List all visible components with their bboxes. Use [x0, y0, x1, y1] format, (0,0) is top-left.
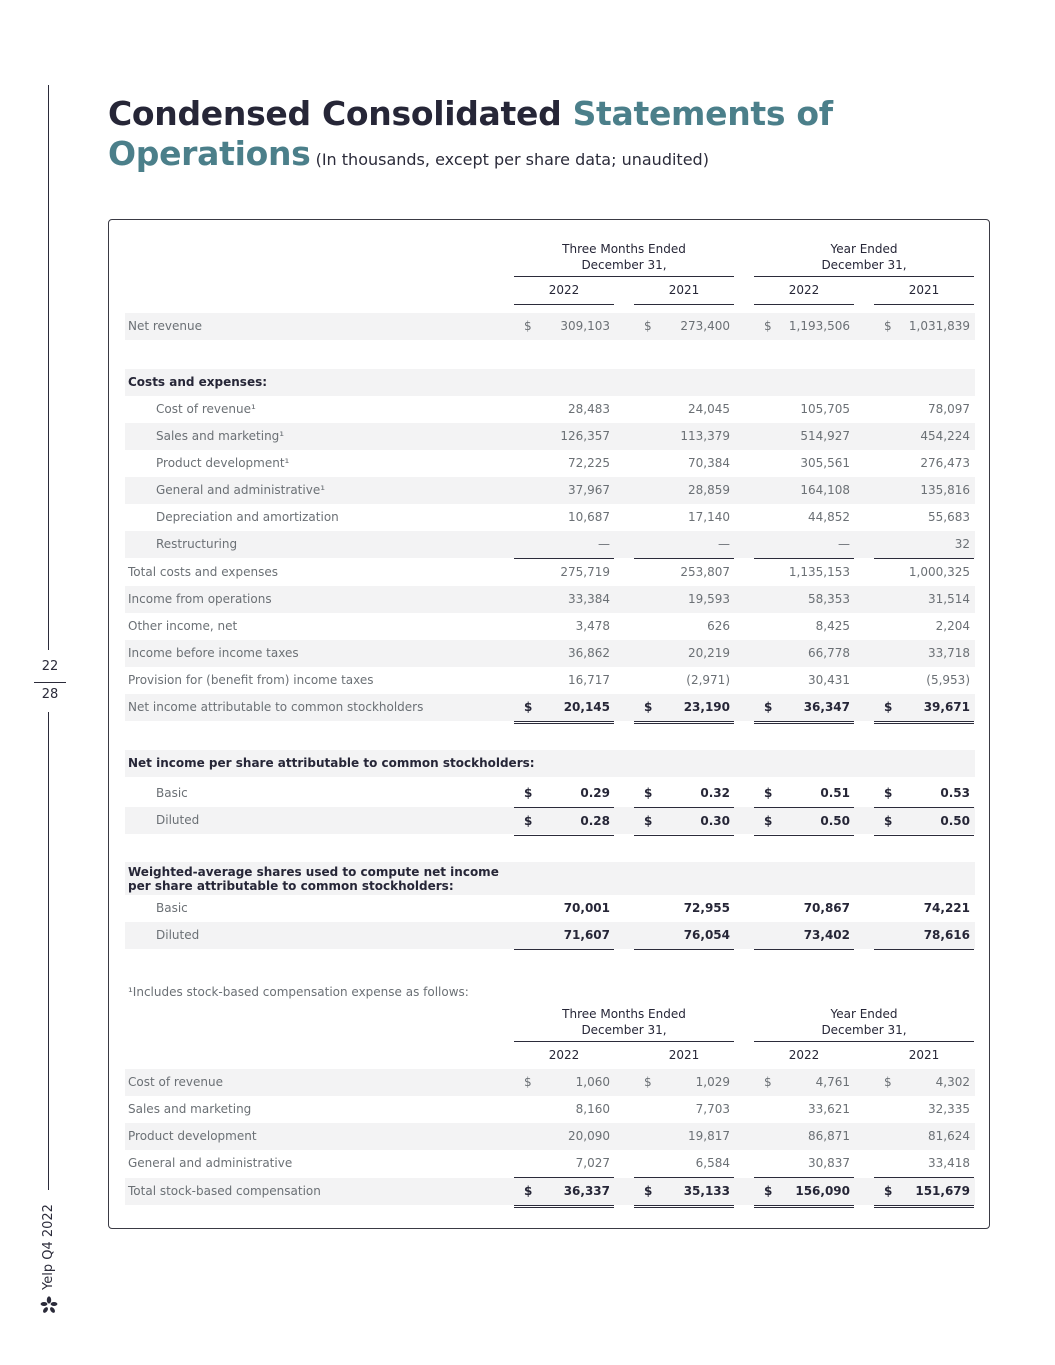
value-cell	[874, 1178, 974, 1208]
value-cell	[634, 1096, 734, 1123]
cell-value: 0.50	[820, 814, 850, 828]
value-cell	[634, 807, 734, 836]
cell-value: 32,335	[928, 1102, 970, 1116]
cell-value: 10,687	[568, 510, 610, 524]
cell-value: 33,718	[928, 646, 970, 660]
statement-row	[125, 396, 975, 423]
main-year-rule	[874, 304, 974, 305]
value-cell	[874, 1096, 974, 1123]
cell-value: 76,054	[683, 928, 730, 942]
main-header-year-ended	[754, 241, 974, 273]
cell-value: 86,871	[808, 1129, 850, 1143]
value-cell	[754, 667, 854, 695]
title-part3: Operations	[108, 134, 311, 173]
cell-value: 39,671	[923, 700, 970, 714]
value-cell	[874, 807, 974, 836]
cell-value: 151,679	[915, 1184, 970, 1198]
cell-value: —	[838, 537, 850, 551]
cell-value: 1,135,153	[788, 565, 850, 579]
main-year-rule	[754, 304, 854, 305]
statement-row	[125, 613, 975, 640]
row-label: Sales and marketing	[128, 1102, 252, 1116]
row-label	[128, 865, 499, 893]
cell-value: 156,090	[795, 1184, 850, 1198]
dollar-sign: $	[884, 1075, 892, 1089]
value-cell	[754, 477, 854, 504]
value-cell	[514, 895, 614, 923]
footnote: ¹Includes stock-based compensation expense as follows:	[128, 985, 469, 999]
cell-value: 1,029	[695, 1075, 730, 1089]
cell-value: 0.51	[820, 786, 850, 800]
cell-value: 72,225	[568, 456, 610, 470]
row-label: Total costs and expenses	[128, 565, 278, 579]
cell-value: 36,347	[803, 700, 850, 714]
value-cell	[874, 450, 974, 477]
header-line1: Three Months Ended	[562, 242, 686, 256]
dollar-sign: $	[644, 814, 653, 828]
main-year-label: 2021	[668, 283, 700, 297]
cell-value: 70,001	[563, 901, 610, 915]
value-cell	[754, 780, 854, 807]
statement-row	[125, 895, 975, 922]
cell-value: 126,357	[560, 429, 610, 443]
rail-line-top	[48, 85, 49, 650]
header-line2: December 31,	[581, 1023, 667, 1037]
row-label: Cost of revenue	[128, 1075, 224, 1089]
value-cell	[874, 504, 974, 531]
value-cell	[874, 477, 974, 504]
value-cell	[754, 1069, 854, 1096]
row-label: Provision for (benefit from) income taxes	[128, 673, 374, 687]
sbc-year-label: 2021	[668, 1048, 700, 1062]
cell-value: 135,816	[920, 483, 970, 497]
main-year-label: 2022	[788, 283, 820, 297]
row-label: General and administrative¹	[156, 483, 326, 497]
statement-row	[125, 369, 975, 396]
statement-row	[125, 750, 975, 777]
sbc-year-label: 2022	[788, 1048, 820, 1062]
sbc-header-three-months	[514, 1006, 734, 1038]
row-label: Restructuring	[156, 537, 238, 551]
main-header-rule	[754, 276, 974, 277]
sbc-row	[125, 1178, 975, 1205]
cell-value: 73,402	[803, 928, 850, 942]
sbc-header-rule	[514, 1041, 734, 1042]
row-label: Income before income taxes	[128, 646, 299, 660]
value-cell	[514, 396, 614, 423]
value-cell	[514, 504, 614, 531]
value-cell	[754, 895, 854, 923]
total-pages: 28	[41, 687, 59, 702]
value-cell	[634, 559, 734, 587]
statement-row	[125, 694, 975, 721]
cell-value: 70,867	[803, 901, 850, 915]
cell-value: 44,852	[808, 510, 850, 524]
value-cell	[634, 922, 734, 950]
dollar-sign: $	[884, 319, 892, 333]
value-cell	[634, 423, 734, 450]
row-label: Diluted	[156, 928, 200, 942]
cell-value: 253,807	[680, 565, 730, 579]
page-title	[108, 94, 868, 180]
value-cell	[754, 1123, 854, 1150]
sbc-row	[125, 1123, 975, 1150]
header-line2: December 31,	[581, 258, 667, 272]
footer-label: Yelp Q4 2022	[41, 1204, 56, 1290]
cell-value: 81,624	[928, 1129, 970, 1143]
cell-value: 37,967	[568, 483, 610, 497]
row-label: Sales and marketing¹	[156, 429, 285, 443]
cell-value: 105,705	[800, 402, 850, 416]
cell-value: 28,483	[568, 402, 610, 416]
statement-row	[125, 477, 975, 504]
value-cell	[754, 396, 854, 423]
cell-value: 72,955	[683, 901, 730, 915]
cell-value: 36,862	[568, 646, 610, 660]
sbc-year-label: 2021	[908, 1048, 940, 1062]
cell-value: 55,683	[928, 510, 970, 524]
sbc-header-year-ended	[754, 1006, 974, 1038]
page-divider	[34, 682, 66, 683]
cell-value: 0.29	[580, 786, 610, 800]
cell-value: 36,337	[563, 1184, 610, 1198]
cell-value: 28,859	[688, 483, 730, 497]
cell-value: 113,379	[680, 429, 730, 443]
sbc-year-label: 2022	[548, 1048, 580, 1062]
cell-value: 31,514	[928, 592, 970, 606]
cell-value: 19,593	[688, 592, 730, 606]
title-subtitle: (In thousands, except per share data; unaudited)	[310, 150, 709, 169]
sbc-row	[125, 1096, 975, 1123]
cell-value: 1,060	[575, 1075, 610, 1089]
value-cell	[514, 531, 614, 559]
value-cell	[754, 586, 854, 613]
cell-value: 71,607	[563, 928, 610, 942]
cell-value: 30,431	[808, 673, 850, 687]
cell-value: (5,953)	[926, 673, 970, 687]
dollar-sign: $	[764, 700, 773, 714]
row-label: Total stock-based compensation	[128, 1184, 321, 1198]
value-cell	[754, 504, 854, 531]
value-cell	[874, 1150, 974, 1178]
row-label: General and administrative	[128, 1156, 293, 1170]
value-cell	[634, 613, 734, 641]
value-cell	[634, 504, 734, 531]
value-cell	[514, 477, 614, 504]
cell-value: 20,145	[563, 700, 610, 714]
statement-row	[125, 807, 975, 834]
row-label-line1: Weighted-average shares used to compute net income	[128, 865, 499, 879]
value-cell	[514, 694, 614, 724]
value-cell	[514, 423, 614, 450]
cell-value: 2,204	[935, 619, 970, 633]
cell-value: 66,778	[808, 646, 850, 660]
main-year-rule	[514, 304, 614, 305]
cell-value: 0.50	[940, 814, 970, 828]
value-cell	[514, 1069, 614, 1096]
cell-value: 30,837	[808, 1156, 850, 1170]
cell-value: 17,140	[688, 510, 730, 524]
cell-value: 514,927	[800, 429, 850, 443]
value-cell	[514, 450, 614, 477]
value-cell	[754, 694, 854, 724]
dollar-sign: $	[884, 786, 893, 800]
value-cell	[514, 922, 614, 950]
row-label: Depreciation and amortization	[156, 510, 339, 524]
value-cell	[754, 640, 854, 667]
header-line1: Year Ended	[830, 1007, 898, 1021]
cell-value: 164,108	[800, 483, 850, 497]
cell-value: 58,353	[808, 592, 850, 606]
value-cell	[874, 780, 974, 807]
dollar-sign: $	[884, 1184, 893, 1198]
value-cell	[634, 313, 734, 340]
row-label-line2: per share attributable to common stockholders:	[128, 879, 454, 893]
cell-value: 78,616	[923, 928, 970, 942]
cell-value: 74,221	[923, 901, 970, 915]
row-label: Net income per share attributable to common stockholders:	[128, 756, 535, 770]
cell-value: 8,425	[815, 619, 850, 633]
cell-value: 3,478	[575, 619, 610, 633]
cell-value: 0.53	[940, 786, 970, 800]
cell-value: 0.28	[580, 814, 610, 828]
dollar-sign: $	[764, 319, 772, 333]
cell-value: 78,097	[928, 402, 970, 416]
cell-value: 273,400	[680, 319, 730, 333]
header-line1: Year Ended	[830, 242, 898, 256]
row-label: Income from operations	[128, 592, 272, 606]
value-cell	[874, 613, 974, 641]
value-cell	[634, 450, 734, 477]
value-cell	[514, 559, 614, 587]
cell-value: 32	[954, 537, 970, 551]
dollar-sign: $	[644, 319, 652, 333]
dollar-sign: $	[644, 786, 653, 800]
cell-value: 7,703	[695, 1102, 730, 1116]
statement-row	[125, 423, 975, 450]
cell-value: 35,133	[683, 1184, 730, 1198]
header-line2: December 31,	[821, 258, 907, 272]
row-label: Net revenue	[128, 319, 203, 333]
row-label: Cost of revenue¹	[156, 402, 256, 416]
cell-value: 0.30	[700, 814, 730, 828]
cell-value: 19,817	[688, 1129, 730, 1143]
value-cell	[634, 1178, 734, 1208]
statement-row	[125, 450, 975, 477]
cell-value: 454,224	[920, 429, 970, 443]
value-cell	[514, 807, 614, 836]
cell-value: 33,418	[928, 1156, 970, 1170]
value-cell	[754, 613, 854, 641]
cell-value: —	[598, 537, 610, 551]
value-cell	[754, 807, 854, 836]
cell-value: 24,045	[688, 402, 730, 416]
value-cell	[514, 1096, 614, 1123]
main-header-three-months	[514, 241, 734, 273]
main-year-label: 2022	[548, 283, 580, 297]
dollar-sign: $	[884, 700, 893, 714]
cell-value: 8,160	[575, 1102, 610, 1116]
value-cell	[874, 1123, 974, 1150]
value-cell	[754, 531, 854, 559]
value-cell	[514, 1178, 614, 1208]
value-cell	[754, 922, 854, 950]
value-cell	[634, 1150, 734, 1178]
row-label: Net income attributable to common stockholders	[128, 700, 424, 714]
title-part2: Statements of	[572, 94, 833, 133]
dollar-sign: $	[524, 814, 533, 828]
cell-value: 276,473	[920, 456, 970, 470]
cell-value: 4,761	[815, 1075, 850, 1089]
statement-row	[125, 640, 975, 667]
value-cell	[874, 922, 974, 950]
main-year-label: 2021	[908, 283, 940, 297]
cell-value: 23,190	[683, 700, 730, 714]
dollar-sign: $	[764, 1075, 772, 1089]
value-cell	[874, 531, 974, 559]
value-cell	[754, 1178, 854, 1208]
dollar-sign: $	[524, 786, 533, 800]
dollar-sign: $	[644, 700, 653, 714]
statement-row	[125, 667, 975, 694]
header-line2: December 31,	[821, 1023, 907, 1037]
row-label: Diluted	[156, 813, 200, 827]
value-cell	[514, 1150, 614, 1178]
value-cell	[634, 1123, 734, 1150]
cell-value: 1,193,506	[788, 319, 850, 333]
row-label: Product development	[128, 1129, 257, 1143]
value-cell	[514, 586, 614, 613]
value-cell	[754, 1096, 854, 1123]
value-cell	[634, 780, 734, 807]
value-cell	[634, 667, 734, 695]
value-cell	[514, 667, 614, 695]
value-cell	[874, 1069, 974, 1096]
dollar-sign: $	[764, 814, 773, 828]
cell-value: 309,103	[560, 319, 610, 333]
dollar-sign: $	[524, 319, 532, 333]
row-label: Other income, net	[128, 619, 238, 633]
cell-value: 20,219	[688, 646, 730, 660]
cell-value: 16,717	[568, 673, 610, 687]
main-year-rule	[634, 304, 734, 305]
cell-value: 305,561	[800, 456, 850, 470]
row-label: Product development¹	[156, 456, 290, 470]
dollar-sign: $	[764, 786, 773, 800]
sbc-row	[125, 1150, 975, 1177]
cell-value: 4,302	[935, 1075, 970, 1089]
cell-value: —	[718, 537, 730, 551]
statement-row	[125, 922, 975, 949]
cell-value: 20,090	[568, 1129, 610, 1143]
value-cell	[754, 559, 854, 587]
dollar-sign: $	[524, 1184, 533, 1198]
statement-row	[125, 559, 975, 586]
dollar-sign: $	[524, 1075, 532, 1089]
value-cell	[874, 667, 974, 695]
value-cell	[514, 1123, 614, 1150]
statement-row	[125, 531, 975, 558]
value-cell	[874, 423, 974, 450]
value-cell	[634, 640, 734, 667]
cell-value: 1,000,325	[908, 565, 970, 579]
cell-value: 6,584	[695, 1156, 730, 1170]
value-cell	[754, 423, 854, 450]
value-cell	[634, 1069, 734, 1096]
cell-value: 7,027	[575, 1156, 610, 1170]
cell-value: 0.32	[700, 786, 730, 800]
row-label: Basic	[156, 901, 188, 915]
value-cell	[874, 586, 974, 613]
sbc-row	[125, 1069, 975, 1096]
value-cell	[514, 613, 614, 641]
value-cell	[634, 477, 734, 504]
value-cell	[634, 694, 734, 724]
statement-row	[125, 504, 975, 531]
cell-value: 33,621	[808, 1102, 850, 1116]
dollar-sign: $	[884, 814, 893, 828]
value-cell	[634, 895, 734, 923]
value-cell	[634, 586, 734, 613]
cell-value: 626	[707, 619, 730, 633]
value-cell	[874, 559, 974, 587]
value-cell	[514, 780, 614, 807]
row-label: Basic	[156, 786, 188, 800]
statement-row	[125, 313, 975, 340]
header-line1: Three Months Ended	[562, 1007, 686, 1021]
cell-value: 33,384	[568, 592, 610, 606]
value-cell	[874, 640, 974, 667]
value-cell	[514, 313, 614, 340]
cell-value: 275,719	[560, 565, 610, 579]
sbc-header-rule	[754, 1041, 974, 1042]
value-cell	[874, 313, 974, 340]
value-cell	[754, 450, 854, 477]
value-cell	[754, 1150, 854, 1178]
statement-row	[125, 862, 975, 895]
cell-value: (2,971)	[686, 673, 730, 687]
dollar-sign: $	[764, 1184, 773, 1198]
value-cell	[874, 694, 974, 724]
current-page: 22	[41, 659, 59, 674]
value-cell	[514, 640, 614, 667]
statement-row	[125, 586, 975, 613]
dollar-sign: $	[524, 700, 533, 714]
value-cell	[874, 895, 974, 923]
value-cell	[634, 531, 734, 559]
main-header-rule	[514, 276, 734, 277]
dollar-sign: $	[644, 1075, 652, 1089]
rail-line-bottom	[48, 712, 49, 1190]
value-cell	[634, 396, 734, 423]
row-label: Costs and expenses:	[128, 375, 268, 389]
value-cell	[874, 396, 974, 423]
value-cell	[754, 313, 854, 340]
yelp-burst-icon	[40, 1296, 58, 1314]
title-part1: Condensed Consolidated	[108, 94, 573, 133]
cell-value: 1,031,839	[908, 319, 970, 333]
statement-row	[125, 780, 975, 807]
cell-value: 70,384	[688, 456, 730, 470]
dollar-sign: $	[644, 1184, 653, 1198]
